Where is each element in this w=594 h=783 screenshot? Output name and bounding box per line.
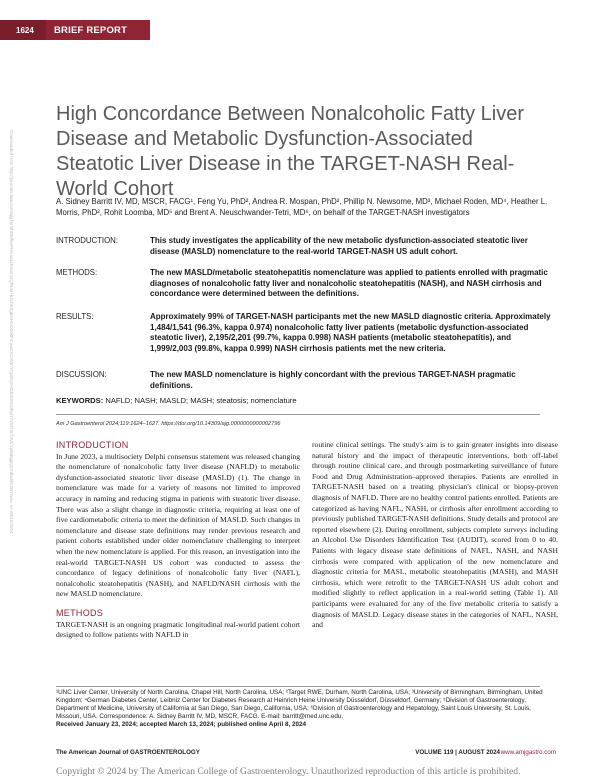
abstract-text: Approximately 99% of TARGET-NASH participants met the new MASLD diagnostic criteria. Approximately 1,484/1,541 (96.3%, kappa 0.974) nonalcoholic fatty liver patients (metabolic dysfunction-associated steatotic liver), 2,195/2,201 (99.7%, kappa 0.998) NASH patients (metabolic steatohepatitis), and 1,999/2,003 (99.8%, kappa 0.999) NASH cirrhosis patients met the new criteria.: [150, 312, 551, 353]
journal-issue: VOLUME 119 | AUGUST 2024: [415, 749, 500, 756]
affiliations-text: ¹UNC Liver Center, University of North Carolina, Chapel Hill, North Carolina, USA; ²Target RWE, Durham, North Carolina, USA; ³University of Birmingham, Birmingham, United Kingdom; ⁴German Diabetes Center, Leibniz Center for Diabetes Research at Heinrich Heine University Düsseldorf, Düsseldorf, Germany; ⁵Division of Gastroenterology, Department of Medicine, University of California at San Diego, San Diego, California, USA; ⁶Division of Gastroenterology and Hepatology, Saint Louis University, St. Louis, Missouri, USA. Correspondence: A. Sidney Barritt IV, MD, MSCR, FACG. E-mail: barritt@med.unc.edu.: [56, 689, 543, 721]
methods-paragraph-continued: routine clinical settings. The study's aim is to gain greater insights into disease natural history and the impact of therapeutic interventions, both off-label through routine clinical care, and through postmarketing surveillance of future Food and Drug Administration–approved therapies. Patients are enrolled in TARGET-NASH based on a treating physician's clinical or biopsy-proven diagnosis of NAFLD. There are no healthy control patients enrolled. Patients are categorized as having NAFL, NASH, or cirrhosis after enrollment according to previously published TARGET-NASH definitions. Study details and protocol are reported elsewhere (2). During enrollment, subjects complete surveys including an Alcohol Use Disorders Identification Test (AUDIT), scored from 0 to 40. Patients with legacy disease state definitions of NAFL, NASH, and NASH cirrhosis were compared with application of the new nomenclature and diagnostic criteria for MASL, metabolic steatohepatitis (MASH), and MASH cirrhosis, which were retrofit to the TARGET-NASH US adult cohort and modified slightly to reflect application in a real-world setting (Table 1). All participants were evaluated for any of the five metabolic criteria to satisfy a diagnosis of MASLD. Legacy disease states in the categories of NAFL, NASH, and: [312, 440, 558, 630]
affiliations: [56, 689, 556, 729]
keywords: [56, 396, 556, 405]
download-watermark: [2, 130, 22, 534]
divider: [56, 414, 540, 415]
citation: Am J Gastroenterol 2024;119:1624–1627. https://doi.org/10.14309/ajg.0000000000002796: [56, 421, 281, 427]
introduction-heading: INTRODUCTION: [56, 440, 129, 450]
abstract-text: The new MASLD nomenclature is highly concordant with the previous TARGET-NASH pragmatic definitions.: [150, 370, 516, 390]
journal-footer: [56, 749, 556, 761]
page-number: 1624: [0, 20, 46, 40]
journal-url-link[interactable]: www.amjgastro.com: [500, 749, 556, 756]
methods-heading: METHODS: [56, 607, 104, 618]
abstract-text: This study investigates the applicability of the new metabolic dysfunction-associated steatotic liver disease (MASLD) nomenclature to the real-world TARGET-NASH US adult cohort.: [150, 236, 528, 256]
copyright-notice: Copyright © 2024 by The American College of Gastroenterology. Unauthorized reproduction of this article is prohibited.: [56, 766, 521, 777]
article-title: High Concordance Between Nonalcoholic Fatty Liver Disease and Metabolic Dysfunction-Associated Steatotic Liver Disease in the TARGET-NASH Real-World Cohort: [56, 103, 525, 200]
section-label: BRIEF REPORT: [46, 20, 150, 40]
introduction-paragraph: In June 2023, a multisociety Delphi consensus statement was released changing the nomenclature of nonalcoholic fatty liver disease (NAFLD) to metabolic dysfunction-associated steatotic liver disease (MASLD) (1). The change in nomenclature was made for a variety of reasons not limited to improved accuracy in naming and reducing stigma in patients with steatotic liver disease. There was also a slight change in diagnostic criteria, requiring at least one of five cardiometabolic criteria to meet the definition of MASLD. Such changes in nomenclature and disease state definitions may render previous research and patient cohorts established under older nomenclature challenging to interpret when the new nomenclature is applied. For this reason, an investigation into the real-world TARGET-NASH US cohort was conducted to assess the concordance of legacy definitions of nonalcoholic fatty liver (NAFL), nonalcoholic steatohepatitis (NASH), and NAFLD/NASH cirrhosis with the new MASLD nomenclature.: [56, 451, 300, 599]
keywords-label: KEYWORDS:: [56, 396, 104, 405]
abstract-label: RESULTS:: [56, 312, 94, 321]
abstract-text: The new MASLD/metabolic steatohepatitis nomenclature was applied to patients enrolled with pragmatic diagnoses of nonalcoholic fatty liver and nonalcoholic steatohepatitis (NASH), and NASH cirrhosis and concordance were determined between the definitions.: [150, 268, 548, 299]
footnote-rule: [56, 686, 540, 687]
body-right-column: [312, 440, 558, 631]
received-dates: Received January 23, 2024; accepted March 13, 2024; published online April 8, 2024: [56, 721, 307, 729]
methods-paragraph: TARGET-NASH is an ongoing pragmatic longitudinal real-world patient cohort designed to follow patients with NAFLD in: [56, 619, 300, 640]
author-list: A. Sidney Barritt IV, MD, MSCR, FACG¹, Feng Yu, PhD², Andrea R. Mospan, PhD², Phillip N. Newsome, MD³, Michael Roden, MD⁴, Heather L. Morris, PhD², Rohit Loomba, MD⁵ and Brent A. Neuschwander-Tetri, MD⁶, on behalf of the TARGET-NASH investigators: [56, 197, 548, 217]
abstract-label: INTRODUCTION:: [56, 236, 118, 245]
abstract-label: DISCUSSION:: [56, 370, 107, 379]
keywords-text: NAFLD; NASH; MASLD; MASH; steatosis; nomenclature: [105, 396, 297, 405]
abstract-label: METHODS:: [56, 268, 98, 277]
watermark-text: Downloaded from http://journals.lww.com/ajg by BhDMf5ePHKav1zEoum1tQfN4a+kJLhEZgbsIHo4XMi0hCywCX1AWnYQp/IlQrHD3i3D0OdRyi7TvSFl4Cf3VC1y0abggQZXdtwnfKZBYtws= on 08/12/2024: [9, 130, 14, 534]
journal-name: The American Journal of GASTROENTEROLOGY: [56, 749, 200, 756]
header-bar: [0, 20, 594, 40]
body-left-column: [56, 440, 300, 641]
